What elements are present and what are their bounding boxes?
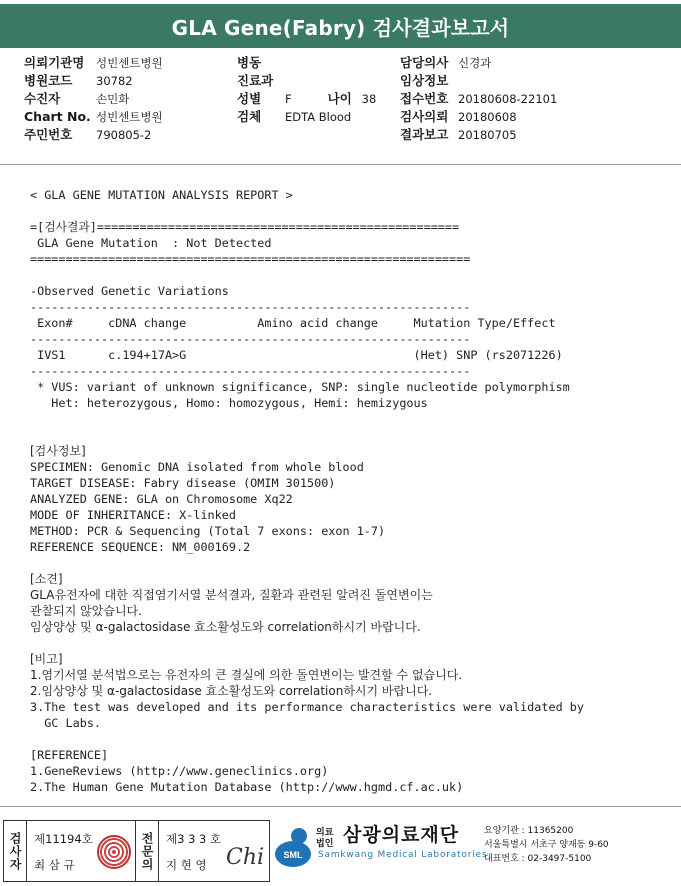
reference-line-2: 2.The Human Gene Mutation Database (http://www.hgmd.cf.ac.uk) (30, 780, 464, 794)
tester-seal-icon (97, 835, 131, 869)
org-info-phone: 대표번호 : 02-3497-5100 (484, 854, 592, 864)
value-doctor: 신경과 (458, 56, 492, 70)
divider-equals: ============================================================== (30, 252, 471, 266)
header-row-ward (237, 54, 376, 72)
sml-logo-icon (273, 824, 315, 870)
label-accession-no: 접수번호 (400, 91, 449, 106)
footer-divider (0, 806, 681, 807)
label-department: 진료과 (237, 73, 274, 88)
specialist-label: 전문의 (140, 831, 154, 871)
variant-table-row: IVS1 c.194+17A>G (Het) SNP (rs2071226) (30, 348, 563, 362)
header-row-specimen (237, 108, 376, 126)
result-section-line: =[검사결과]=================================================== (30, 220, 460, 234)
header-row-hospital (24, 54, 163, 72)
result-line: GLA Gene Mutation : Not Detected (30, 236, 272, 250)
target-disease-line: TARGET DISEASE: Fabry disease (OMIM 301500) (30, 476, 336, 490)
specialist-label-cell (135, 821, 159, 881)
finding-line-3: 임상양상 및 α-galactosidase 효소활성도와 correlation하시기 바랍니다. (30, 620, 421, 634)
header-row-hospital-code (24, 72, 163, 90)
value-chart-no: 성빈센트병원 (96, 110, 163, 124)
label-sex: 성별 (237, 91, 262, 106)
report-heading: < GLA GENE MUTATION ANALYSIS REPORT > (30, 188, 293, 202)
org-name: 삼광의료재단 (343, 824, 460, 846)
variant-table-header: Exon# cDNA change Amino acid change Mutation Type/Effect (30, 316, 556, 330)
report-title: GLA Gene(Fabry) 검사결과보고서 (171, 15, 510, 40)
header-row-report-date (400, 126, 557, 144)
label-report-date: 결과보고 (400, 127, 449, 142)
header-row-patient (24, 90, 163, 108)
value-sex: F (285, 92, 292, 106)
report-body (30, 187, 650, 795)
org-info (484, 824, 609, 866)
tester-name: 최 삼 규 (34, 858, 75, 872)
remark-line-3b: GC Labs. (30, 716, 102, 730)
divider-dash-3: -------------------------------------------------------------- (30, 364, 471, 378)
org-type-line-2: 법인 (316, 839, 334, 849)
label-patient: 수진자 (24, 91, 61, 106)
finding-line-2: 관찰되지 않았습니다. (30, 604, 142, 618)
value-specimen: EDTA Blood (285, 110, 352, 124)
remark-line-1: 1.염기서열 분석법으로는 유전자의 큰 결실에 의한 돌연변이는 발견할 수 없습니다. (30, 668, 463, 682)
footer (0, 814, 681, 886)
abbrev-note-1: * VUS: variant of unknown significance, SNP: single nucleotide polymorphism (30, 380, 570, 394)
org-type (316, 828, 333, 850)
header-row-sex-age (237, 90, 376, 108)
reference-sequence-line: REFERENCE SEQUENCE: NM_000169.2 (30, 540, 251, 554)
header-row-resident-no (24, 126, 163, 144)
label-age: 나이 (327, 91, 352, 106)
value-report-date: 20180705 (458, 128, 517, 142)
value-request-date: 20180608 (458, 110, 517, 124)
specimen-line: SPECIMEN: Genomic DNA isolated from whole blood (30, 460, 364, 474)
tester-license: 제11194호 (34, 832, 93, 846)
header-row-department (237, 72, 376, 90)
header-row-request-date (400, 108, 557, 126)
specialist-name: 지 현 영 (166, 858, 207, 872)
test-info-heading: [검사정보] (30, 444, 86, 458)
reference-heading: [REFERENCE] (30, 748, 109, 762)
method-line: METHOD: PCR & Sequencing (Total 7 exons: exon 1-7) (30, 524, 386, 538)
finding-heading: [소견] (30, 572, 63, 586)
header-row-doctor (400, 54, 557, 72)
inheritance-line: MODE OF INHERITANCE: X-linked (30, 508, 236, 522)
header-row-chart-no (24, 108, 163, 126)
header-row-clinical-info (400, 72, 557, 90)
finding-line-1: GLA유전자에 대한 직접염기서열 분석결과, 질환과 관련된 알려진 돌연변이는 (30, 588, 433, 602)
value-resident-no: 790805-2 (96, 128, 152, 142)
value-hospital-code: 30782 (96, 74, 133, 88)
header-row-accession-no (400, 90, 557, 108)
label-ward: 병동 (237, 55, 262, 70)
org-info-address: 서울특별시 서초구 양재동 9-60 (484, 840, 609, 850)
divider-dash-1: -------------------------------------------------------------- (30, 300, 471, 314)
value-accession-no: 20180608-22101 (458, 92, 558, 106)
value-hospital: 성빈센트병원 (96, 56, 163, 70)
remarks-heading: [비고] (30, 652, 63, 666)
specialist-license: 제3 3 3 호 (166, 832, 222, 846)
label-hospital-code: 병원코드 (24, 73, 73, 88)
tester-label-cell (4, 821, 27, 881)
label-request-date: 검사의뢰 (400, 109, 449, 124)
tester-label: 검사자 (8, 831, 22, 871)
org-info-code: 요양기관 : 11365200 (484, 826, 574, 836)
analyzed-gene-line: ANALYZED GENE: GLA on Chromosome Xq22 (30, 492, 293, 506)
divider-dash-2: -------------------------------------------------------------- (30, 332, 471, 346)
label-hospital: 의뢰기관명 (24, 55, 85, 70)
label-doctor: 담당의사 (400, 55, 449, 70)
org-english-name: Samkwang Medical Laboratories (318, 850, 488, 860)
header-column-doctor (400, 54, 557, 144)
reference-line-1: 1.GeneReviews (http://www.geneclinics.org) (30, 764, 329, 778)
signature-box (3, 820, 270, 882)
report-title-bar (0, 4, 681, 48)
specialist-signature: Chi (226, 845, 265, 870)
remark-line-3a: 3.The test was developed and its performance characteristics were validated by (30, 700, 584, 714)
label-resident-no: 주민번호 (24, 127, 73, 142)
header-column-ward (237, 54, 376, 126)
observed-heading: -Observed Genetic Variations (30, 284, 229, 298)
value-age: 38 (361, 92, 377, 106)
logo-text: SML (283, 850, 303, 860)
org-type-line-1: 의료 (316, 828, 334, 838)
abbrev-note-2: Het: heterozygous, Homo: homozygous, Hemi: hemizygous (30, 396, 428, 410)
label-clinical-info: 임상정보 (400, 73, 449, 88)
header-divider (0, 164, 681, 165)
remark-line-2: 2.임상양상 및 α-galactosidase 효소활성도와 correlation하시기 바랍니다. (30, 684, 433, 698)
header-column-hospital (24, 54, 163, 144)
value-patient: 손민화 (96, 92, 130, 106)
label-chart-no: Chart No. (24, 109, 91, 124)
label-specimen: 검체 (237, 109, 262, 124)
